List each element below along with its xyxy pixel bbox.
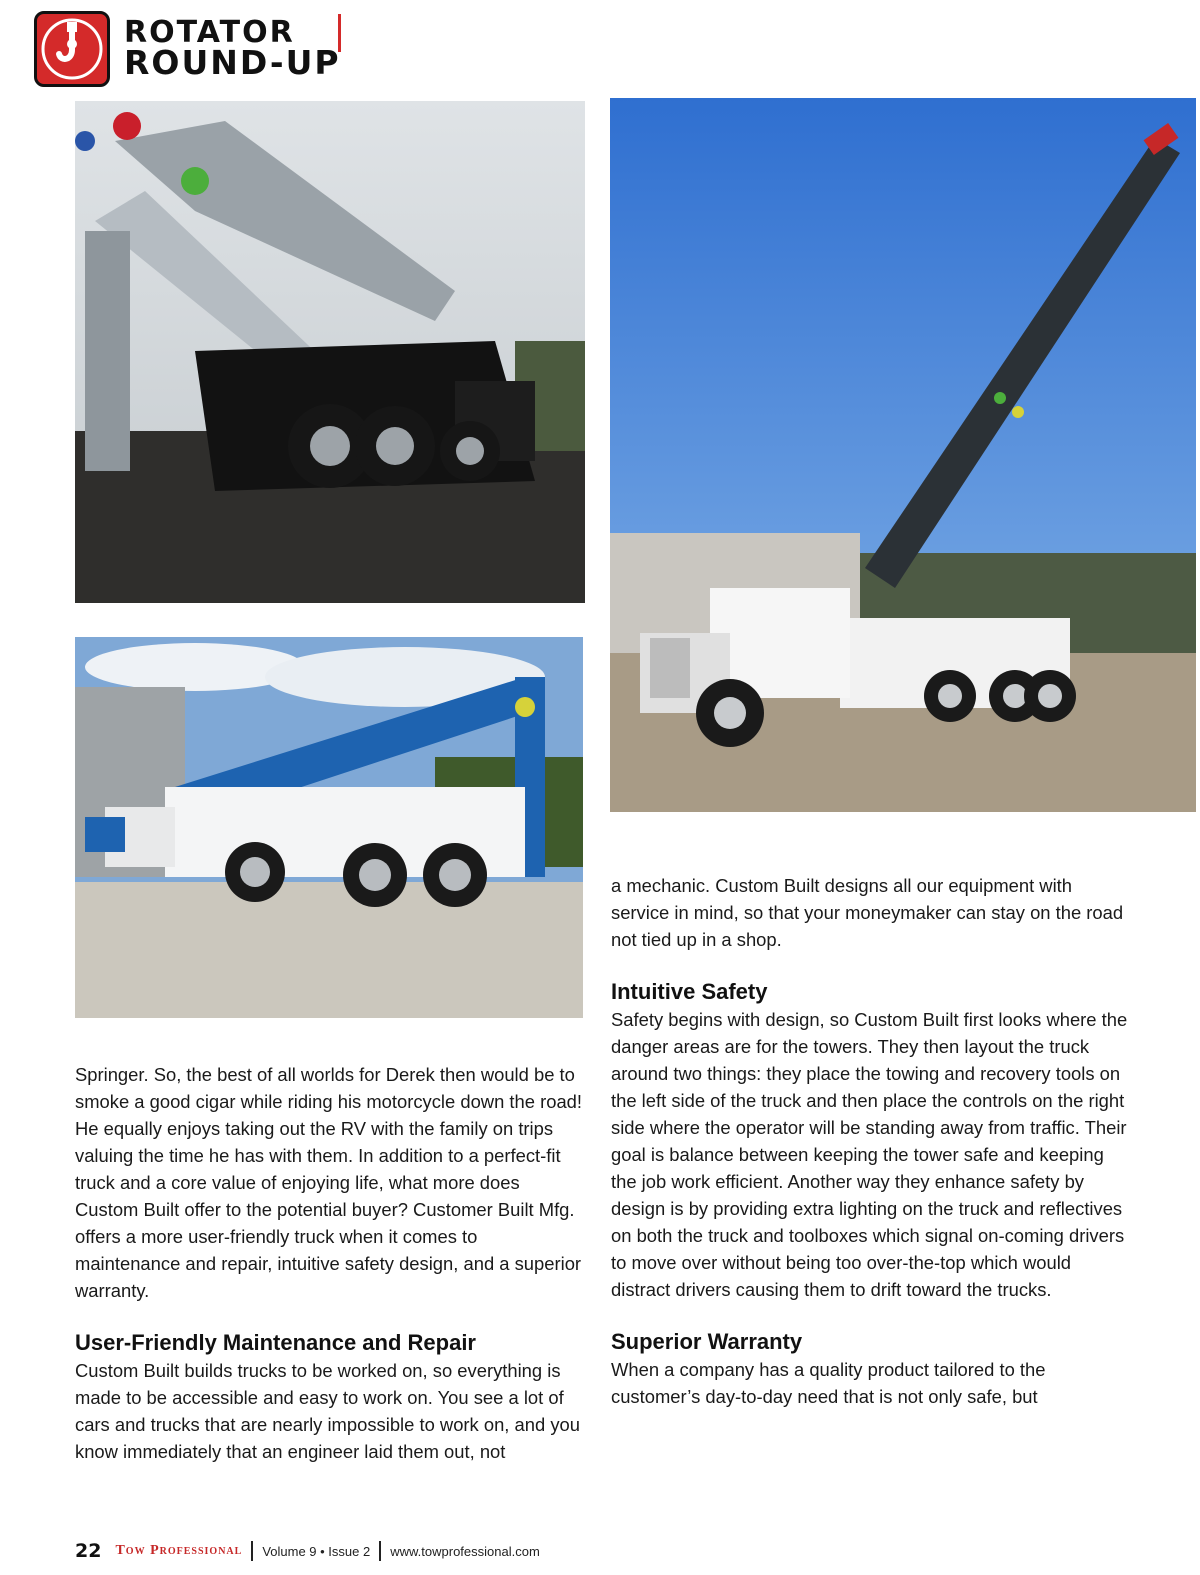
page-number: 22 (75, 1540, 102, 1562)
publication-name: Tow Professional (115, 1543, 243, 1558)
hook-icon (37, 14, 107, 84)
safety-heading: Intuitive Safety (611, 979, 768, 1004)
continuation-paragraph: a mechanic. Custom Built designs all our equipment with service in mind, so that your moneymaker can stay on the road not tied up in a shop. (611, 875, 1124, 950)
maintenance-paragraph: Custom Built builds trucks to be worked on, so everything is made to be accessible and easy to work on. You see a lot of cars and trucks that are nearly impossible to work on, and you know immediately that an engineer laid them out, not (75, 1360, 580, 1462)
intro-paragraph: Springer. So, the best of all worlds for Derek then would be to smoke a good cigar while riding his motorcycle down the road! He equally enjoys taking out the RV with the family on trips valuing the time he has with them. In addition to a perfect-fit truck and a core value of enjoying life, what more does Custom Built offer to the potential buyer? Customer Built Mfg. offers a more user-friendly truck when it comes to maintenance and repair, intuitive safety design, and a superior warranty. (75, 1064, 583, 1301)
maintenance-heading: User-Friendly Maintenance and Repair (75, 1330, 476, 1355)
warranty-heading: Superior Warranty (611, 1329, 803, 1354)
photo-blue-rotator-truck (75, 637, 583, 1018)
warranty-paragraph: When a company has a quality product tailored to the customer’s day-to-day need that is not only safe, but (611, 1359, 1046, 1407)
right-column (611, 872, 1131, 1410)
section-logo (34, 11, 110, 87)
section-title-line-2: ROUND-UP (124, 43, 341, 82)
safety-paragraph: Safety begins with design, so Custom Built first looks where the danger areas are for the towers. They then layout the truck around two things: they place the towing and recovery tools on the left side of the truck and then place the controls on the right side where the operator will be standing away from traffic. Their goal is balance between keeping the tower safe and keeping the job work efficient. Another way they enhance safety by design is by providing extra lighting on the truck and reflectives on both the truck and toolboxes which signal on-coming drivers to move over without being too over-the-top which would distract drivers causing them to drift toward the trucks. (611, 1009, 1128, 1300)
footer-divider (251, 1541, 253, 1561)
website-link[interactable]: www.towprofessional.com (390, 1543, 540, 1559)
page-footer (75, 1538, 540, 1564)
section-title-line-1: ROTATOR (124, 15, 295, 50)
left-column (75, 1061, 587, 1465)
photo-black-rotator-truck (75, 101, 585, 603)
footer-divider (379, 1541, 381, 1561)
issue-info: Volume 9 • Issue 2 (262, 1543, 371, 1559)
photo-white-rotator-truck (610, 98, 1196, 812)
